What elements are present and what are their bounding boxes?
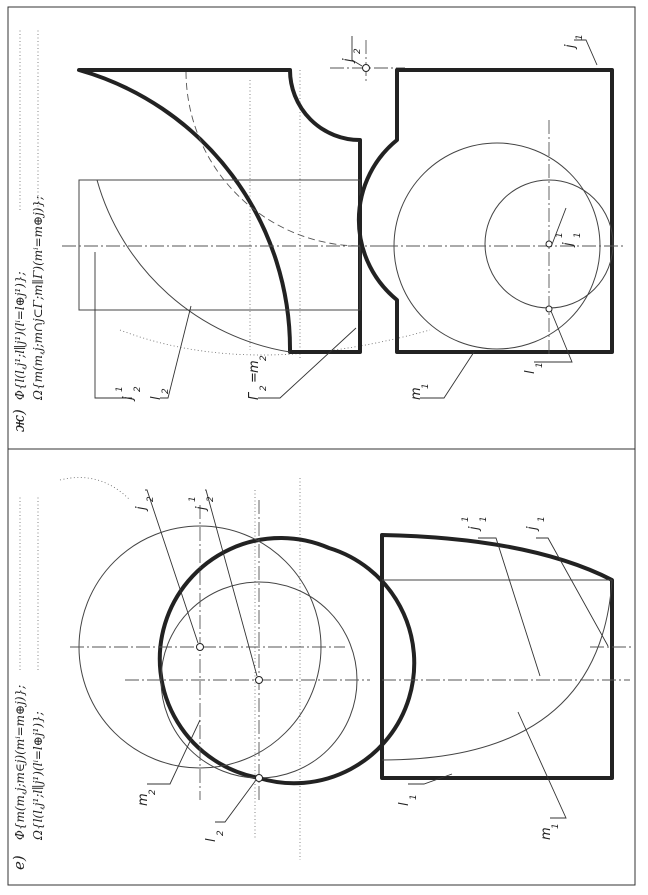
label-e-j2 [134,496,156,512]
panel-e [20,478,632,861]
svg-text:2: 2 [353,48,363,54]
svg-text:l: l [149,396,164,400]
panel-zh [20,30,625,398]
leader-m1 [518,712,566,818]
label-zh-m1 [409,383,431,400]
leader-m1 [420,352,474,398]
label-zh-j2-1 [115,386,143,402]
leader-l1 [534,311,572,362]
point-j2 [363,65,370,72]
label-e-l1 [397,794,419,806]
svg-text:j: j [563,44,578,48]
panel-e-formula-omega: Ω{l(l,j¹;l∥j¹)(lⁱ=l⊕j¹)}; [31,711,45,840]
pipe-outline [79,180,360,310]
label-zh-l1 [523,362,545,374]
leader-j1 [574,40,597,65]
label-zh-j1 [563,34,585,50]
svg-text:1: 1 [535,362,545,368]
svg-text:m: m [409,387,424,400]
svg-text:m: m [136,793,151,806]
svg-text:1: 1 [421,383,431,389]
sheet-border [8,7,635,885]
svg-text:m: m [539,827,554,840]
svg-text:m: m [247,360,262,373]
leader-l2 [215,780,256,822]
leader-j1-1 [478,538,540,676]
leader-l2 [160,306,191,398]
svg-text:2: 2 [161,388,171,394]
circle-union-outline [160,538,414,783]
label-e-j1-1 [461,516,489,532]
panel-e-number: е) [10,855,28,870]
svg-text:j: j [525,526,540,530]
svg-text:l: l [397,802,412,806]
leader-gamma [258,328,356,398]
svg-text:2: 2 [133,386,143,392]
svg-text:Γ: Γ [247,392,262,400]
svg-text:1: 1 [575,34,585,40]
label-e-l2 [204,830,226,842]
parabolic-outline [382,535,612,778]
leader-j2-1 [95,252,132,398]
ghost-lines-bottom [60,478,300,861]
svg-text:1: 1 [115,386,125,392]
panel-e-formula-phi: Φ{m(m,j;m∈j)(mⁱ=m⊕j)}; [13,684,27,840]
label-e-m2 [136,789,158,806]
svg-text:1: 1 [551,823,561,829]
panel-zh-formula-omega: Ω{m(m,j;m∩j⊂Γ;m∥Γ)(mⁱ=m⊕j)}; [31,195,45,400]
leader-j2-1 [205,490,257,676]
svg-text:2: 2 [148,789,158,795]
point-j2-1 [256,677,263,684]
svg-text:1: 1 [555,232,565,238]
svg-text:=: = [247,372,262,383]
svg-text:l: l [204,838,219,842]
svg-text:j: j [134,506,149,510]
svg-text:2: 2 [259,355,269,361]
svg-text:2: 2 [146,496,156,502]
label-e-j1 [525,516,547,532]
svg-text:2: 2 [206,496,216,502]
svg-text:1: 1 [479,516,489,522]
svg-text:j: j [561,242,576,246]
svg-text:1: 1 [409,794,419,800]
svg-text:1: 1 [188,496,198,502]
svg-text:j: j [467,526,482,530]
intersection-curve-l2 [97,180,290,352]
svg-text:1: 1 [573,232,583,238]
svg-text:j: j [341,58,356,62]
label-e-m1 [539,823,561,840]
panel-zh-formula-phi: Φ{l(l,j¹;l∥j¹)(lⁱ=l⊕j¹)}; [13,271,27,400]
label-zh-gamma [247,355,269,400]
svg-text:j: j [194,506,209,510]
svg-text:2: 2 [259,385,269,391]
curve-m1 [382,580,612,760]
leader-j2 [145,490,198,643]
top-view-outline [359,70,612,352]
point-l2 [256,775,263,782]
leader-j1-1 [551,208,566,247]
svg-text:1: 1 [461,516,471,522]
svg-text:j: j [121,396,136,400]
svg-text:l: l [523,370,538,374]
point-j2 [197,644,204,651]
elbow-axis-arc [186,72,360,246]
svg-text:2: 2 [216,830,226,836]
svg-text:1: 1 [537,516,547,522]
panel-zh-number: ж) [10,409,28,432]
